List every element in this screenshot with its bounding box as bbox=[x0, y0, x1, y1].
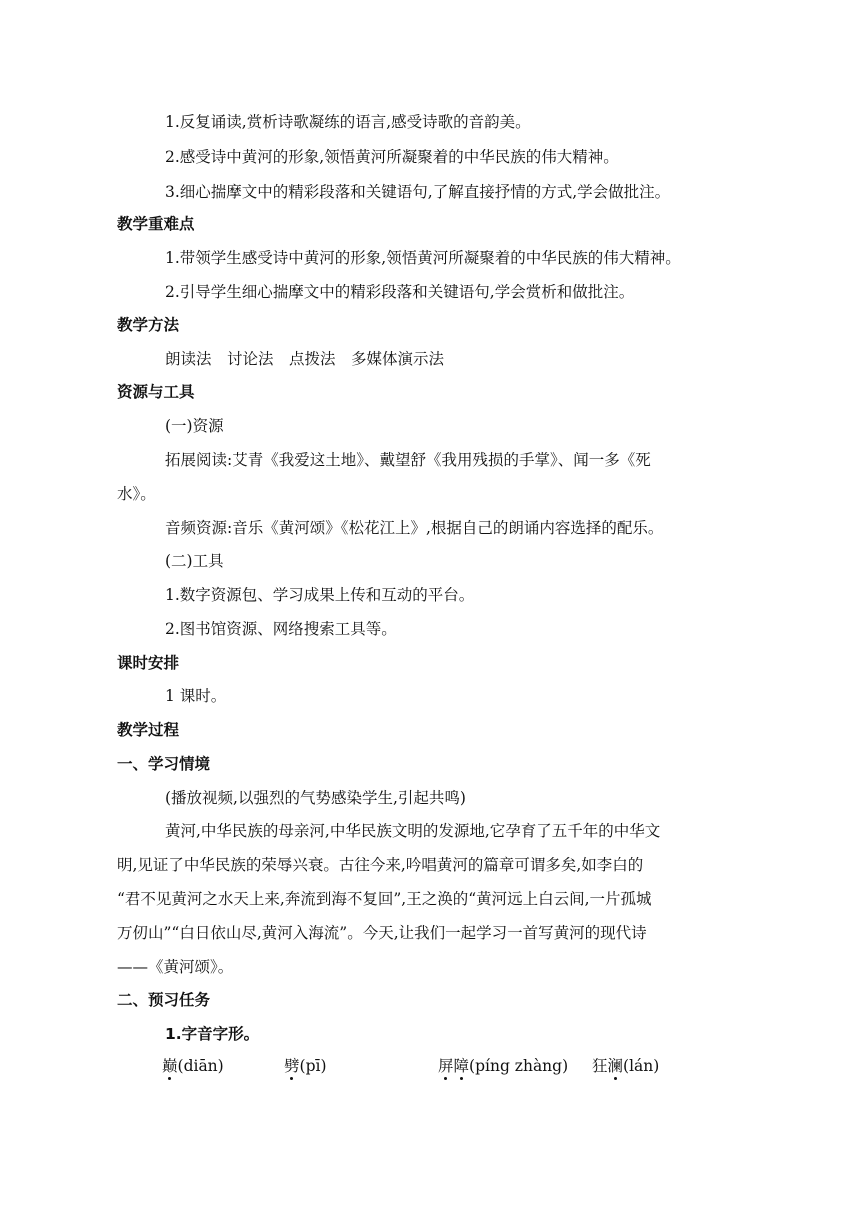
pinyin-item bbox=[592, 1056, 659, 1076]
resources-sub-1: (一)资源 bbox=[165, 417, 224, 435]
key-point-2: 2.引导学生细心揣摩文中的精彩段落和关键语句,学会赏析和做批注。 bbox=[165, 283, 635, 301]
resources-heading: 资源与工具 bbox=[117, 383, 195, 401]
pinyin-char-2: 障 bbox=[453, 1057, 470, 1075]
section-1-para-line: 黄河,中华民族的母亲河,中华民族文明的发源地,它孕育了五千年的中华文 bbox=[165, 822, 661, 840]
pinyin-prefix: 狂 bbox=[592, 1057, 608, 1075]
section-1-para-line: 万仞山”“白日依山尽,黄河入海流”。今天,让我们一起学习一首写黄河的现代诗 bbox=[117, 924, 647, 942]
pinyin-item bbox=[284, 1056, 327, 1076]
pinyin-reading: (diān) bbox=[177, 1057, 224, 1075]
pinyin-char: 屏 bbox=[438, 1057, 454, 1075]
section-1-para-line: ——《黄河颂》。 bbox=[117, 958, 234, 976]
pinyin-reading: (lán) bbox=[623, 1057, 660, 1075]
section-1-heading: 一、学习情境 bbox=[117, 755, 211, 773]
key-point-1: 1.带领学生感受诗中黄河的形象,领悟黄河所凝聚着的中华民族的伟大精神。 bbox=[165, 249, 681, 267]
audio-resources: 音频资源:音乐《黄河颂》《松花江上》,根据自己的朗诵内容选择的配乐。 bbox=[165, 519, 664, 537]
process-heading: 教学过程 bbox=[117, 721, 180, 739]
resources-sub-2: (二)工具 bbox=[165, 552, 224, 570]
methods-text: 朗读法 讨论法 点拨法 多媒体演示法 bbox=[165, 350, 445, 368]
reading-line-2: 水》。 bbox=[117, 485, 156, 503]
section-1-note: (播放视频,以强烈的气势感染学生,引起共鸣) bbox=[165, 789, 466, 807]
pinyin-char: 巅 bbox=[162, 1057, 178, 1075]
pinyin-reading: (pī) bbox=[299, 1057, 327, 1075]
reading-line-1: 拓展阅读:艾青《我爱这土地》、戴望舒《我用残损的手掌》、闻一多《死 bbox=[165, 451, 651, 469]
pinyin-char: 澜 bbox=[607, 1057, 624, 1075]
schedule-text: 1 课时。 bbox=[165, 687, 227, 705]
key-points-heading: 教学重难点 bbox=[117, 215, 195, 233]
section-1-para-line: “君不见黄河之水天上来,奔流到海不复回”,王之涣的“黄河远上白云间,一片孤城 bbox=[117, 890, 652, 908]
pinyin-item bbox=[438, 1056, 568, 1076]
pinyin-reading: (píng zhàng) bbox=[469, 1057, 569, 1075]
pinyin-char: 劈 bbox=[284, 1057, 300, 1075]
pinyin-item bbox=[162, 1056, 224, 1076]
methods-heading: 教学方法 bbox=[117, 316, 180, 334]
goal-1: 1.反复诵读,赏析诗歌凝练的语言,感受诗歌的音韵美。 bbox=[165, 113, 531, 131]
section-2-heading: 二、预习任务 bbox=[117, 991, 211, 1009]
schedule-heading: 课时安排 bbox=[117, 654, 180, 672]
tool-1: 1.数字资源包、学习成果上传和互动的平台。 bbox=[165, 586, 475, 604]
goal-2: 2.感受诗中黄河的形象,领悟黄河所凝聚着的中华民族的伟大精神。 bbox=[165, 148, 619, 166]
section-2-sub: 1.字音字形。 bbox=[165, 1025, 260, 1043]
goal-3: 3.细心揣摩文中的精彩段落和关键语句,了解直接抒情的方式,学会做批注。 bbox=[165, 183, 671, 201]
section-1-para-line: 明,见证了中华民族的荣辱兴衰。古往今来,吟唱黄河的篇章可谓多矣,如李白的 bbox=[117, 856, 644, 874]
tool-2: 2.图书馆资源、网络搜索工具等。 bbox=[165, 620, 397, 638]
